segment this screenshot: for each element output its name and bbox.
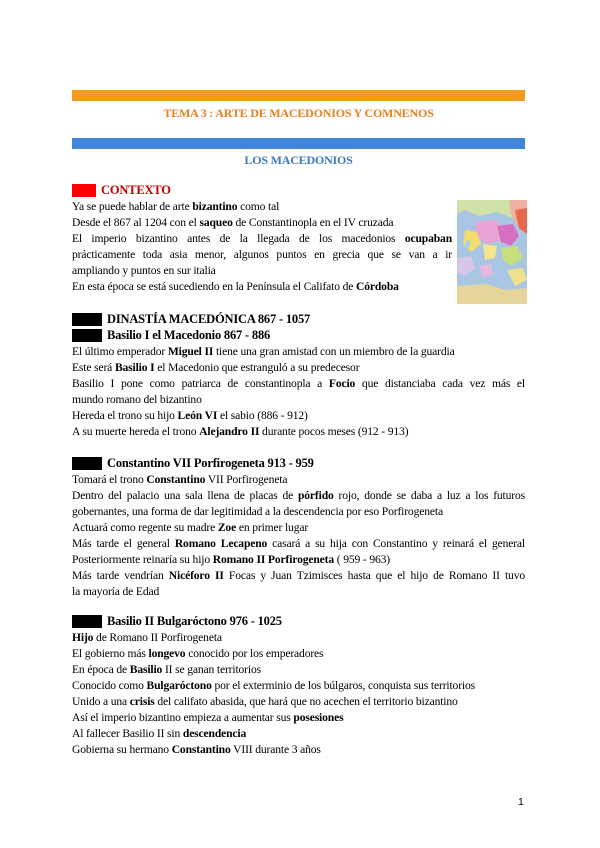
text-line [72, 520, 525, 536]
bold-term: Córdoba [356, 280, 399, 293]
text-line [72, 710, 525, 726]
text-run: gobernantes, una forma de dar legitimidad a la descendencia por eso Porfirogeneta [72, 505, 443, 518]
text-run: Actuará como regente su madre [72, 521, 218, 534]
black-marker [72, 457, 102, 470]
constantino7-heading [72, 456, 314, 471]
text-run: Tomará el trono [72, 473, 147, 486]
text-run: de Constantinopla en el IV cruzada [232, 216, 394, 229]
bold-term: Romano Lecapeno [174, 537, 268, 550]
byzantine-empire-map [457, 200, 527, 304]
text-line [72, 536, 525, 552]
text-line [72, 488, 525, 504]
text-run: ampliando y puntos en sur italia [72, 264, 216, 277]
blue-divider-bar [72, 138, 525, 149]
text-line [72, 646, 525, 662]
text-line [72, 726, 525, 742]
text-run: el Macedonio que estranguló a su predecesor [154, 361, 360, 374]
text-run: A su muerte hereda el trono [72, 425, 200, 438]
bold-term: Focio [328, 377, 356, 390]
text-run: conocido por los emperadores [185, 647, 324, 660]
text-run: en primer lugar [236, 521, 309, 534]
text-run: VIII durante 3 años [230, 743, 321, 756]
orange-divider-bar [72, 90, 525, 101]
bold-term: saqueo [199, 216, 233, 229]
text-run: Posteriormente reinaría su hijo [72, 553, 213, 566]
black-marker [72, 329, 102, 342]
text-run: como tal [237, 200, 280, 213]
black-marker [72, 615, 102, 628]
text-run: tiene una gran amistad con un miembro de la guardia [213, 345, 455, 358]
bold-term: Zoe [217, 521, 237, 534]
contexto-paragraph [72, 199, 452, 295]
text-run: Al fallecer Basilio II sin [72, 727, 183, 740]
text-run: del califato abasida, que hará que no acechen el territorio bizantino [154, 695, 458, 708]
text-run: Más tarde vendrían [72, 569, 169, 582]
text-run: Hereda el trono su hijo [72, 409, 178, 422]
bold-term: Romano II Porfirogeneta [212, 553, 335, 566]
basilio2-paragraph [72, 630, 525, 758]
basilio1-paragraph [72, 344, 525, 440]
text-line [72, 504, 525, 520]
text-line [72, 392, 525, 408]
bold-term: longevo [148, 647, 186, 660]
text-run: II se ganan territorios [162, 663, 261, 676]
text-line [72, 584, 525, 600]
text-line [72, 694, 525, 710]
text-run: prácticamente toda asia menor, algunos puntos en grecia que se van a ir [72, 248, 452, 261]
text-run: casará a su hija con Constantino y reinará el general [267, 537, 526, 550]
bold-term: crisis [129, 695, 155, 708]
bold-term: León VI [177, 409, 218, 422]
text-run: Desde el 867 al 1204 con el [72, 216, 200, 229]
bold-term: Bulgaróctono [146, 679, 212, 692]
dinastia-heading [72, 312, 310, 327]
text-line [72, 215, 452, 231]
bold-term: descendencia [182, 727, 247, 740]
text-line [72, 279, 452, 295]
bold-term: posesiones [293, 711, 344, 724]
contexto-heading [72, 183, 171, 198]
text-line [72, 408, 525, 424]
tema-title: TEMA 3 : ARTE DE MACEDONIOS Y COMNENOS [163, 106, 434, 120]
text-run: El gobierno más [72, 647, 149, 660]
text-run: En esta época se está sucediendo en la Península el Califato de [72, 280, 357, 293]
text-line [72, 472, 525, 488]
basilio1-heading-label: Basilio I el Macedonio 867 - 886 [107, 328, 271, 342]
contexto-heading-label: CONTEXTO [101, 183, 171, 197]
text-run: El imperio bizantino antes de la llegada de los macedonios [72, 232, 405, 245]
constantino7-paragraph [72, 472, 525, 600]
text-run: VII Porfirogeneta [205, 473, 288, 486]
text-line [72, 231, 452, 247]
bold-term: Alejandro II [199, 425, 260, 438]
text-run: Así el imperio bizantino empieza a aumentar sus [72, 711, 294, 724]
text-run: mundo romano del bizantino [72, 393, 202, 406]
text-line [72, 742, 525, 758]
text-run: Este será [72, 361, 115, 374]
text-run: Más tarde el general [72, 537, 175, 550]
text-line [72, 263, 452, 279]
black-marker [72, 313, 102, 326]
text-run: Focas y Juan Tzimisces hasta que el hijo de Romano II tuvo [223, 569, 525, 582]
text-run: Ya se puede hablar de arte [72, 200, 193, 213]
text-run: Gobierna su hermano [72, 743, 172, 756]
section-title: LOS MACEDONIOS [244, 153, 353, 167]
text-line [72, 199, 452, 215]
constantino7-heading-label: Constantino VII Porfirogeneta 913 - 959 [107, 456, 314, 470]
bold-term: Miguel II [167, 345, 214, 358]
basilio1-heading [72, 328, 270, 343]
text-line [72, 424, 525, 440]
text-run: la mayoría de Edad [72, 585, 160, 598]
bold-term: pórfido [297, 489, 334, 502]
text-line [72, 344, 525, 360]
text-line [72, 678, 525, 694]
text-run: En época de [72, 663, 130, 676]
text-run: Dentro del palacio una sala llena de placas de [72, 489, 298, 502]
text-line [72, 568, 525, 584]
text-run: Basilio I pone como patriarca de constantinopla a [72, 377, 329, 390]
text-run: rojo, donde se daba a luz a los futuros [333, 489, 525, 502]
text-line [72, 662, 525, 678]
text-line [72, 552, 525, 568]
text-run: Conocido como [72, 679, 147, 692]
bold-term: Basilio I [114, 361, 155, 374]
basilio2-heading [72, 614, 282, 629]
page-number: 1 [518, 796, 524, 808]
basilio2-heading-label: Basilio II Bulgaróctono 976 - 1025 [107, 614, 282, 628]
text-run: que distanciaba cada vez más el [355, 377, 525, 390]
red-marker [72, 184, 96, 197]
dinastia-heading-label: DINASTÍA MACEDÓNICA 867 - 1057 [107, 312, 311, 326]
map-image [457, 200, 527, 304]
text-run: Unido a una [72, 695, 130, 708]
text-run: de Romano II Porfirogeneta [93, 631, 222, 644]
bold-term: Constantino [146, 473, 206, 486]
text-line [72, 247, 452, 263]
bold-term: Nicéforo II [168, 569, 224, 582]
text-run: el sabio (886 - 912) [217, 409, 308, 422]
text-line [72, 360, 525, 376]
bold-term: ocupaban [404, 232, 452, 245]
text-run: ( 959 - 963) [334, 553, 391, 566]
bold-term: Hijo [72, 631, 94, 644]
text-line [72, 630, 525, 646]
text-line [72, 376, 525, 392]
text-run: El último emperador [72, 345, 168, 358]
bold-term: Constantino [171, 743, 231, 756]
bold-term: bizantino [192, 200, 238, 213]
text-run: durante pocos meses (912 - 913) [259, 425, 409, 438]
bold-term: Basilio [129, 663, 163, 676]
text-run: por el exterminio de los búlgaros, conquista sus territorios [211, 679, 475, 692]
